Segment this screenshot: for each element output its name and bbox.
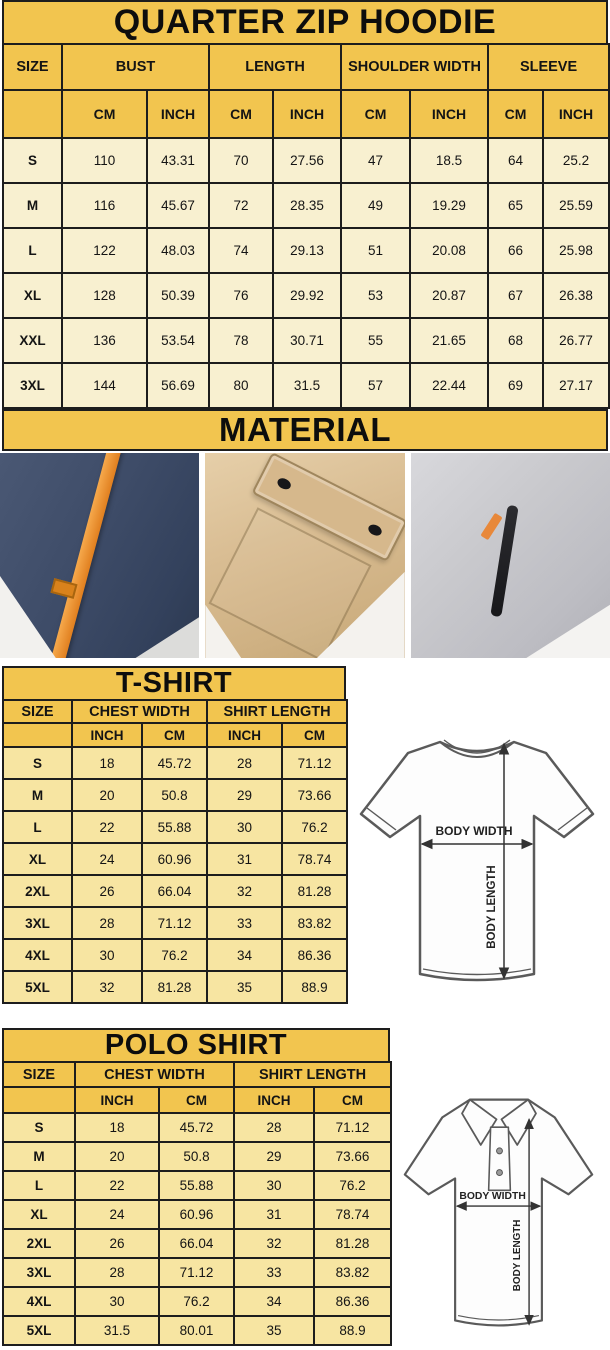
measurement-cell: 31.5: [75, 1316, 159, 1345]
tshirt-outline: [361, 742, 593, 980]
snap-button: [367, 522, 384, 537]
polo-col-shirt-length: SHIRT LENGTH: [234, 1062, 391, 1087]
hoodie-size-table: [2, 43, 610, 409]
measurement-cell: 26.38: [543, 273, 609, 318]
hoodie-units-row: [3, 90, 609, 138]
measurement-cell: 72: [209, 183, 273, 228]
material-photo-gray-zipper: [411, 453, 610, 658]
measurement-cell: 53: [341, 273, 410, 318]
measurement-cell: 78.74: [282, 843, 347, 875]
measurement-cell: 20.08: [410, 228, 488, 273]
table-row: [3, 1287, 391, 1316]
size-label: 4XL: [3, 1287, 75, 1316]
measurement-cell: 31: [234, 1200, 314, 1229]
tshirt-diagram: [352, 712, 602, 1004]
measurement-cell: 76.2: [282, 811, 347, 843]
hoodie-col-sleeve: SLEEVE: [488, 44, 609, 90]
measurement-cell: 33: [207, 907, 282, 939]
table-row: [3, 971, 347, 1003]
table-row: [3, 318, 609, 363]
tshirt-col-size: SIZE: [3, 700, 72, 723]
measurement-cell: 64: [488, 138, 543, 183]
measurement-cell: 76: [209, 273, 273, 318]
measurement-cell: 49: [341, 183, 410, 228]
tshirt-units-row: [3, 723, 347, 747]
size-label: 5XL: [3, 971, 72, 1003]
polo-units-empty: [3, 1087, 75, 1113]
table-row: [3, 875, 347, 907]
polo-button: [497, 1170, 503, 1176]
measurement-cell: 60.96: [159, 1200, 234, 1229]
measurement-cell: 19.29: [410, 183, 488, 228]
measurement-cell: 128: [62, 273, 147, 318]
measurement-cell: 30: [207, 811, 282, 843]
measurement-cell: 83.82: [314, 1258, 391, 1287]
measurement-cell: 78: [209, 318, 273, 363]
measurement-cell: 76.2: [159, 1287, 234, 1316]
measurement-cell: 53.54: [147, 318, 209, 363]
measurement-cell: 80: [209, 363, 273, 408]
measurement-cell: 31: [207, 843, 282, 875]
measurement-cell: 70: [209, 138, 273, 183]
measurement-cell: 45.72: [142, 747, 207, 779]
measurement-cell: 20: [75, 1142, 159, 1171]
polo-header-row: [3, 1062, 391, 1087]
measurement-cell: 73.66: [282, 779, 347, 811]
measurement-cell: 35: [207, 971, 282, 1003]
hoodie-unit: INCH: [543, 90, 609, 138]
size-label: 2XL: [3, 1229, 75, 1258]
tshirt-units-empty: [3, 723, 72, 747]
size-label: M: [3, 183, 62, 228]
measurement-cell: 35: [234, 1316, 314, 1345]
body-length-label: BODY LENGTH: [512, 1219, 524, 1292]
measurement-cell: 50.8: [159, 1142, 234, 1171]
measurement-cell: 29.92: [273, 273, 341, 318]
polo-diagram: [393, 1082, 605, 1344]
measurement-cell: 86.36: [314, 1287, 391, 1316]
hoodie-header-row: [3, 44, 609, 90]
measurement-cell: 18: [75, 1113, 159, 1142]
measurement-cell: 26: [75, 1229, 159, 1258]
body-width-label: BODY WIDTH: [435, 824, 513, 838]
measurement-cell: 25.98: [543, 228, 609, 273]
polo-col-chest-width: CHEST WIDTH: [75, 1062, 234, 1087]
measurement-cell: 21.65: [410, 318, 488, 363]
measurement-cell: 25.2: [543, 138, 609, 183]
measurement-cell: 22: [72, 811, 142, 843]
table-row: [3, 273, 609, 318]
size-label: 3XL: [3, 363, 62, 408]
material-photos: [0, 453, 610, 658]
tshirt-title: T-SHIRT: [2, 666, 346, 701]
measurement-cell: 60.96: [142, 843, 207, 875]
size-label: 2XL: [3, 875, 72, 907]
hoodie-col-shoulder-width: SHOULDER WIDTH: [341, 44, 488, 90]
measurement-cell: 31.5: [273, 363, 341, 408]
polo-units-row: [3, 1087, 391, 1113]
measurement-cell: 20.87: [410, 273, 488, 318]
tshirt-size-table: [2, 699, 348, 1004]
material-photo-khaki-pocket: [205, 453, 404, 658]
hoodie-unit: INCH: [410, 90, 488, 138]
tshirt-col-shirt-length: SHIRT LENGTH: [207, 700, 347, 723]
hoodie-col-length: LENGTH: [209, 44, 341, 90]
measurement-cell: 28: [72, 907, 142, 939]
hoodie-unit: CM: [209, 90, 273, 138]
measurement-cell: 18.5: [410, 138, 488, 183]
measurement-cell: 32: [207, 875, 282, 907]
measurement-cell: 47: [341, 138, 410, 183]
measurement-cell: 122: [62, 228, 147, 273]
measurement-cell: 32: [72, 971, 142, 1003]
measurement-cell: 71.12: [142, 907, 207, 939]
measurement-cell: 30: [234, 1171, 314, 1200]
measurement-cell: 29: [207, 779, 282, 811]
hoodie-col-bust: BUST: [62, 44, 209, 90]
measurement-cell: 43.31: [147, 138, 209, 183]
measurement-cell: 136: [62, 318, 147, 363]
size-label: XL: [3, 273, 62, 318]
polo-size-table: [2, 1061, 392, 1346]
body-length-label: BODY LENGTH: [486, 865, 498, 949]
measurement-cell: 80.01: [159, 1316, 234, 1345]
orange-drawstring: [51, 453, 123, 658]
measurement-cell: 28: [234, 1113, 314, 1142]
polo-unit: INCH: [234, 1087, 314, 1113]
polo-unit: CM: [314, 1087, 391, 1113]
hoodie-unit: INCH: [273, 90, 341, 138]
measurement-cell: 88.9: [282, 971, 347, 1003]
measurement-cell: 22.44: [410, 363, 488, 408]
measurement-cell: 88.9: [314, 1316, 391, 1345]
zipper-pull: [480, 513, 502, 541]
polo-button: [497, 1148, 503, 1154]
table-row: [3, 811, 347, 843]
measurement-cell: 34: [207, 939, 282, 971]
measurement-cell: 66: [488, 228, 543, 273]
table-row: [3, 1200, 391, 1229]
measurement-cell: 32: [234, 1229, 314, 1258]
polo-title: POLO SHIRT: [2, 1028, 390, 1063]
measurement-cell: 66.04: [142, 875, 207, 907]
measurement-cell: 78.74: [314, 1200, 391, 1229]
measurement-cell: 51: [341, 228, 410, 273]
measurement-cell: 65: [488, 183, 543, 228]
measurement-cell: 55: [341, 318, 410, 363]
polo-unit: INCH: [75, 1087, 159, 1113]
measurement-cell: 81.28: [282, 875, 347, 907]
measurement-cell: 34: [234, 1287, 314, 1316]
size-label: M: [3, 779, 72, 811]
table-row: [3, 1316, 391, 1345]
table-row: [3, 1171, 391, 1200]
measurement-cell: 18: [72, 747, 142, 779]
measurement-cell: 30.71: [273, 318, 341, 363]
measurement-cell: 26.77: [543, 318, 609, 363]
measurement-cell: 28.35: [273, 183, 341, 228]
measurement-cell: 76.2: [314, 1171, 391, 1200]
size-label: XL: [3, 843, 72, 875]
material-title: MATERIAL: [2, 409, 608, 451]
measurement-cell: 29: [234, 1142, 314, 1171]
measurement-cell: 29.13: [273, 228, 341, 273]
table-row: [3, 907, 347, 939]
measurement-cell: 69: [488, 363, 543, 408]
measurement-cell: 116: [62, 183, 147, 228]
measurement-cell: 22: [75, 1171, 159, 1200]
hoodie-title: QUARTER ZIP HOODIE: [2, 0, 608, 45]
table-row: [3, 1142, 391, 1171]
tshirt-unit: INCH: [72, 723, 142, 747]
measurement-cell: 76.2: [142, 939, 207, 971]
body-width-label: BODY WIDTH: [459, 1191, 526, 1203]
size-label: 3XL: [3, 907, 72, 939]
hoodie-unit: CM: [488, 90, 543, 138]
table-row: [3, 779, 347, 811]
size-label: S: [3, 1113, 75, 1142]
tshirt-unit: INCH: [207, 723, 282, 747]
tshirt-unit: CM: [142, 723, 207, 747]
table-row: [3, 747, 347, 779]
size-label: L: [3, 811, 72, 843]
tshirt-unit: CM: [282, 723, 347, 747]
polo-placket: [489, 1127, 511, 1190]
measurement-cell: 74: [209, 228, 273, 273]
measurement-cell: 50.8: [142, 779, 207, 811]
measurement-cell: 81.28: [314, 1229, 391, 1258]
tshirt-col-chest-width: CHEST WIDTH: [72, 700, 207, 723]
tshirt-header-row: [3, 700, 347, 723]
size-label: 3XL: [3, 1258, 75, 1287]
measurement-cell: 50.39: [147, 273, 209, 318]
hoodie-col-size: SIZE: [3, 44, 62, 90]
measurement-cell: 28: [75, 1258, 159, 1287]
table-row: [3, 843, 347, 875]
size-label: XXL: [3, 318, 62, 363]
measurement-cell: 73.66: [314, 1142, 391, 1171]
measurement-cell: 20: [72, 779, 142, 811]
table-row: [3, 1229, 391, 1258]
measurement-cell: 55.88: [159, 1171, 234, 1200]
measurement-cell: 56.69: [147, 363, 209, 408]
measurement-cell: 27.17: [543, 363, 609, 408]
size-label: S: [3, 138, 62, 183]
table-row: [3, 1113, 391, 1142]
measurement-cell: 83.82: [282, 907, 347, 939]
size-label: 5XL: [3, 1316, 75, 1345]
measurement-cell: 28: [207, 747, 282, 779]
measurement-cell: 86.36: [282, 939, 347, 971]
measurement-cell: 27.56: [273, 138, 341, 183]
size-label: XL: [3, 1200, 75, 1229]
table-row: [3, 183, 609, 228]
polo-unit: CM: [159, 1087, 234, 1113]
measurement-cell: 55.88: [142, 811, 207, 843]
table-row: [3, 363, 609, 408]
hoodie-unit: CM: [62, 90, 147, 138]
measurement-cell: 30: [72, 939, 142, 971]
material-photo-navy-drawstring: [0, 453, 199, 658]
measurement-cell: 33: [234, 1258, 314, 1287]
measurement-cell: 71.12: [314, 1113, 391, 1142]
measurement-cell: 24: [72, 843, 142, 875]
measurement-cell: 24: [75, 1200, 159, 1229]
measurement-cell: 45.67: [147, 183, 209, 228]
measurement-cell: 57: [341, 363, 410, 408]
hoodie-unit: INCH: [147, 90, 209, 138]
measurement-cell: 71.12: [282, 747, 347, 779]
table-row: [3, 1258, 391, 1287]
size-label: M: [3, 1142, 75, 1171]
measurement-cell: 66.04: [159, 1229, 234, 1258]
measurement-cell: 144: [62, 363, 147, 408]
hoodie-unit: CM: [341, 90, 410, 138]
table-row: [3, 939, 347, 971]
size-label: S: [3, 747, 72, 779]
size-label: 4XL: [3, 939, 72, 971]
measurement-cell: 68: [488, 318, 543, 363]
measurement-cell: 110: [62, 138, 147, 183]
snap-button: [276, 476, 293, 491]
polo-col-size: SIZE: [3, 1062, 75, 1087]
hoodie-units-empty: [3, 90, 62, 138]
size-label: L: [3, 1171, 75, 1200]
measurement-cell: 71.12: [159, 1258, 234, 1287]
measurement-cell: 67: [488, 273, 543, 318]
measurement-cell: 26: [72, 875, 142, 907]
measurement-cell: 48.03: [147, 228, 209, 273]
table-row: [3, 138, 609, 183]
measurement-cell: 81.28: [142, 971, 207, 1003]
table-row: [3, 228, 609, 273]
measurement-cell: 30: [75, 1287, 159, 1316]
measurement-cell: 25.59: [543, 183, 609, 228]
size-label: L: [3, 228, 62, 273]
measurement-cell: 45.72: [159, 1113, 234, 1142]
